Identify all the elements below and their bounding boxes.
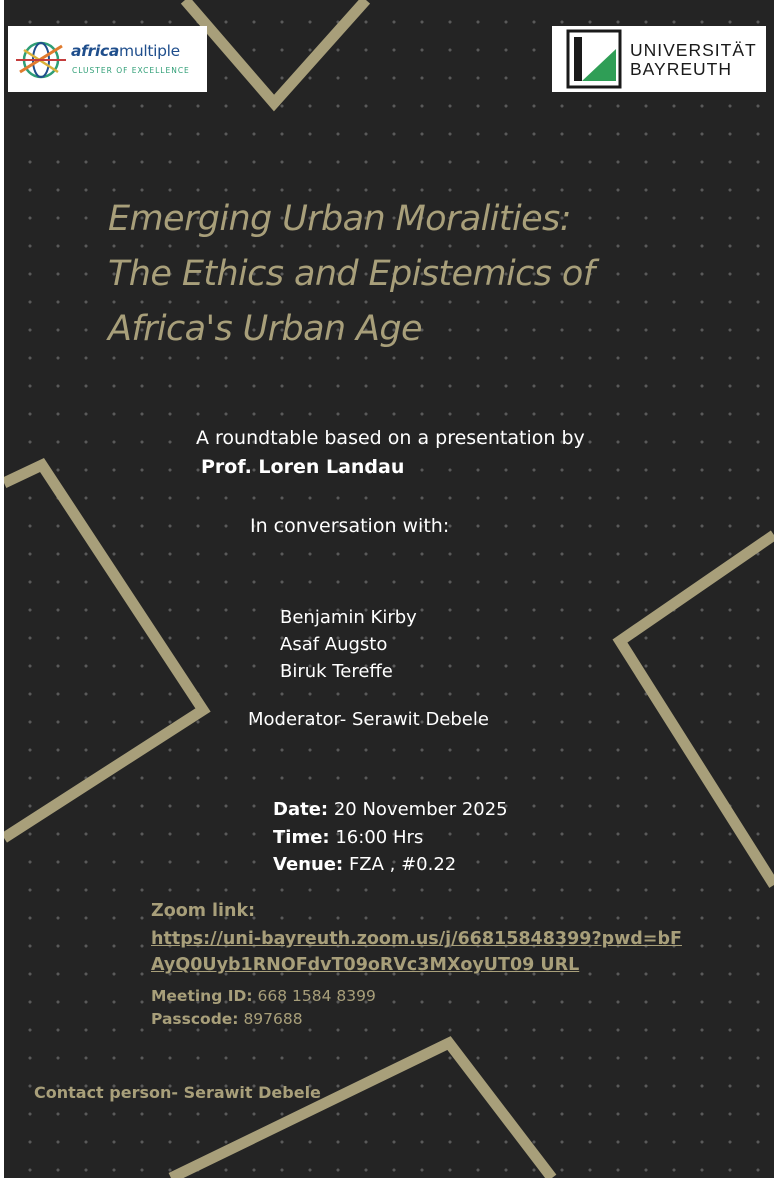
zoom-url-line-2[interactable]: AyQ0Uyb1RNOFdvT09oRVc3MXoyUT09 URL (151, 955, 580, 975)
bayreuth-name-line2: BAYREUTH (630, 59, 732, 79)
bayreuth-name-line1: UNIVERSITÄT (630, 40, 757, 60)
venue-label: Venue: (273, 854, 344, 875)
venue-row (273, 851, 508, 879)
meeting-id-row (151, 985, 376, 1008)
time-row (273, 824, 508, 852)
passcode-value: 897688 (243, 1010, 303, 1028)
presenter-name: Prof. Loren Landau (201, 456, 405, 478)
bayreuth-logo (552, 26, 766, 92)
time-value: 16:00 Hrs (335, 826, 424, 848)
africamultiple-name-bold: africa (71, 42, 120, 60)
zoom-link[interactable] (151, 926, 682, 978)
panelist-item: Asaf Augsto (280, 634, 388, 655)
bottom-triangle-frame (171, 1043, 552, 1178)
decorative-frames (4, 0, 774, 1178)
conversation-label: In conversation with: (250, 515, 450, 537)
passcode-label: Passcode: (151, 1010, 239, 1028)
panelist-item: Benjamin Kirby (280, 607, 417, 628)
meeting-info (151, 985, 376, 1031)
meeting-id-label: Meeting ID: (151, 987, 253, 1005)
africamultiple-subtitle: CLUSTER OF EXCELLENCE (72, 66, 190, 75)
event-poster (4, 0, 774, 1178)
africamultiple-name-regular: multiple (119, 42, 180, 60)
passcode-row (151, 1008, 376, 1031)
zoom-url-line-1[interactable]: https://uni-bayreuth.zoom.us/j/66815848399?pwd=bF (151, 929, 682, 949)
event-title (108, 192, 728, 357)
panelist-item: Biruk Tereffe (280, 661, 393, 682)
time-label: Time: (273, 826, 330, 848)
date-label: Date: (273, 799, 329, 820)
africamultiple-logo (8, 26, 207, 92)
right-bracket-frame (620, 535, 774, 885)
date-value: 20 November 2025 (333, 799, 508, 820)
contact-person: Contact person- Serawit Debele (34, 1083, 321, 1102)
moderator-text: Moderator- Serawit Debele (248, 709, 489, 730)
title-line-2: The Ethics and Epistemics of (108, 254, 595, 294)
zoom-label: Zoom link: (151, 901, 256, 921)
title-line-1: Emerging Urban Moralities: (108, 199, 571, 239)
left-bracket-frame (4, 465, 203, 838)
panelist-list (280, 604, 417, 685)
event-details (273, 796, 508, 879)
bayreuth-emblem-icon (566, 29, 622, 89)
globe-logo-icon (12, 32, 70, 86)
meeting-id-value: 668 1584 8399 (257, 987, 376, 1005)
date-row (273, 796, 508, 824)
venue-value: FZA , #0.22 (348, 854, 457, 875)
page-bottom-edge (0, 1178, 774, 1182)
title-line-3: Africa's Urban Age (108, 309, 422, 349)
intro-text: A roundtable based on a presentation by (196, 427, 585, 449)
top-chevron-frame (185, 0, 366, 103)
